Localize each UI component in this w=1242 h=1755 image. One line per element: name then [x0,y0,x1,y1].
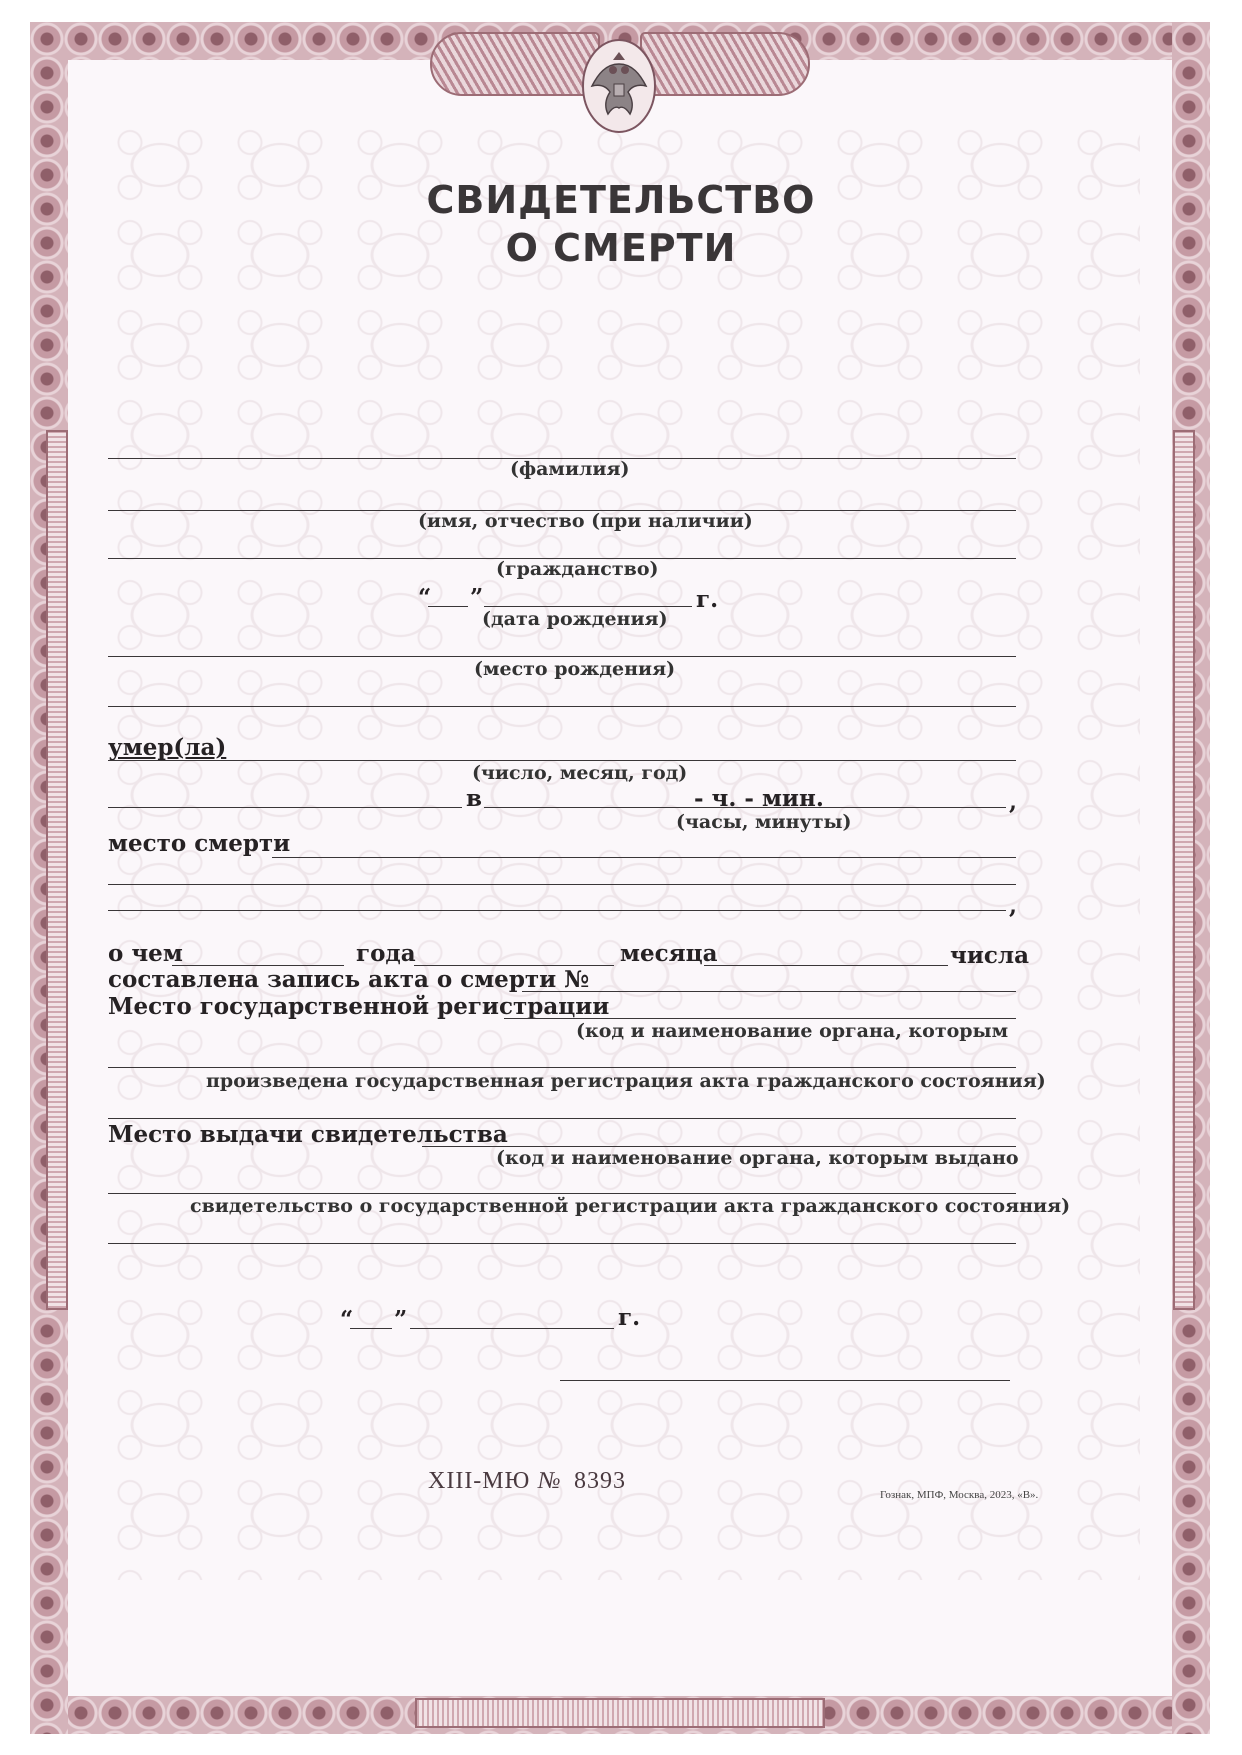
record-number-label: составлена запись акта о смерти № [108,966,590,993]
about-which-label: о чем [108,940,183,967]
death-date-caption: (число, месяц, год) [472,762,688,784]
signature-line [560,1380,1010,1381]
issue-place-label: Место выдачи свидетельства [108,1121,508,1148]
serial-number: 8393 [574,1468,626,1494]
frame-rail-right [1173,430,1195,1310]
record-month-line [704,965,948,966]
registration-place-line-2 [108,1067,1016,1068]
number-sign: № [538,1468,562,1494]
citizenship-caption: (гражданство) [496,558,659,580]
death-place-label: место смерти [108,830,291,857]
issue-year-suffix: г. [618,1304,641,1331]
birth-day-line [428,606,468,607]
crest-ribbon-left [430,32,600,96]
issue-place-caption-1: (код и наименование органа, которым выдано [496,1147,1019,1169]
document-subtitle: О СМЕРТИ [505,226,737,270]
death-date-line [108,760,1016,761]
name-caption: (имя, отчество (при наличии) [418,510,753,532]
year-label: года [356,940,416,967]
at-label: в [466,785,482,812]
month-label: месяца [620,940,718,967]
death-time-left-line [108,807,462,808]
issue-place-caption-2: свидетельство о государственной регистрации акта гражданского состояния) [190,1195,1071,1217]
death-place-comma: , [1009,892,1018,919]
frame-rail-left [46,430,68,1310]
birth-place-line [108,656,1016,657]
issue-day-line [350,1328,392,1329]
issue-month-year-line [410,1328,614,1329]
record-number-line [522,991,1016,992]
frame-bottom-plate [415,1698,825,1728]
birth-date-quote-open: “ [418,584,432,611]
birth-month-year-line [484,606,692,607]
printer-mark: Гознак, МПФ, Москва, 2023, «В». [880,1489,1039,1501]
birth-date-caption: (дата рождения) [482,608,668,630]
death-place-line-3 [108,910,1006,911]
issue-place-line-3 [108,1243,1016,1244]
death-time-caption: (часы, минуты) [676,811,852,833]
series-label: XIII-МЮ [428,1468,531,1494]
issue-date-quote-close: ” [394,1306,408,1333]
registration-place-line [504,1018,1016,1019]
death-place-line [272,857,1016,858]
issue-place-line-2 [108,1193,1016,1194]
issue-date-quote-open: “ [340,1306,354,1333]
crest-ribbon-right [640,32,810,96]
died-label: умер(ла) [108,734,227,761]
coat-of-arms-icon [580,34,658,134]
birth-year-suffix: г. [696,586,719,613]
registration-place-caption-2: произведена государственная регистрация акта гражданского состояния) [206,1070,1046,1092]
birth-place-caption: (место рождения) [474,658,676,680]
death-place-line-2 [108,884,1016,885]
registration-place-label: Место государственной регистрации [108,993,610,1020]
document-title: СВИДЕТЕЛЬСТВО [426,178,816,222]
birth-place-line-2 [108,706,1016,707]
day-label: числа [950,942,1030,969]
registration-place-line-3 [108,1118,1016,1119]
birth-date-quote-close: ” [470,584,484,611]
surname-caption: (фамилия) [510,458,630,480]
registration-place-caption-1: (код и наименование органа, которым [576,1020,1009,1042]
death-time-comma: , [1009,788,1018,815]
hours-minutes-label: - ч. - мин. [694,785,824,812]
